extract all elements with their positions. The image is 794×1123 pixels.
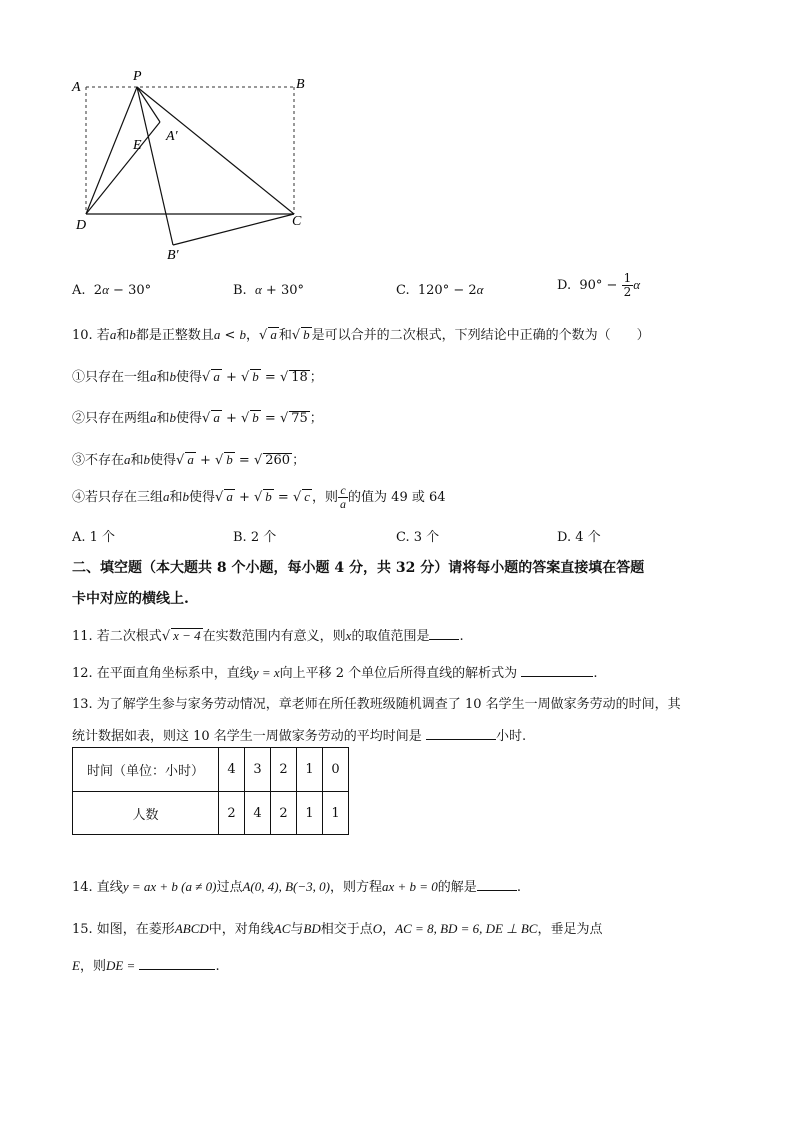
q11: 11. 若二次根式√ x − 4 在实数范围内有意义，则x的取值范围是 . [72,628,464,644]
label-B-prime: B′ [167,248,179,263]
label-B: B [296,77,305,92]
table-cell: 3 [245,748,271,792]
q15-line1: 15. 如图，在菱形ABCD中，对角线AC与BD相交于点O，AC = 8, BD = 6, DE ⊥ BC，垂足为点 [72,921,603,937]
geometry-figure [60,60,340,270]
q13-line2: 统计数据如表，则这 10 名学生一周做家务劳动的平均时间是 小时. [72,729,527,744]
q14-answer-blank[interactable] [477,878,517,891]
q10-option-b: B. 2 个 [233,530,277,545]
label-P: P [133,69,142,84]
q10-statement-4: ④若只存在三组a和b使得√ a + √ b = √ c ，则 $\frac{c}{a}$ 的值为 49 或 64 [72,483,446,511]
q10-option-a: A. 1 个 [72,530,116,545]
table-cell: 4 [245,792,271,835]
q9-option-c: C. 120° − 2α [396,282,484,298]
q10-option-d: D. 4 个 [557,530,601,545]
table-row-label: 人数 [73,792,219,835]
solid-lines [86,87,294,245]
dashed-rectangle [86,87,294,214]
q9-option-b: B. α + 30° [233,282,304,298]
table-cell: 1 [297,792,323,835]
table-row [73,748,349,792]
section-2-heading-line2: 卡中对应的横线上. [72,591,189,607]
q10-statement-1: ①只存在一组a和b使得√ a + √ b = √ 18 ； [72,369,323,385]
table-row [73,792,349,835]
q11-answer-blank[interactable] [429,627,459,640]
q14: 14. 直线y = ax + b (a ≠ 0)过点A(0, 4), B(−3, 0)，则方程ax + b = 0的解是 . [72,879,521,895]
table-cell: 2 [271,748,297,792]
label-A-prime: A′ [166,129,178,144]
table-cell: 2 [219,792,245,835]
q10-option-c: C. 3 个 [396,530,440,545]
hours-table [72,747,349,835]
section-2-heading-line1: 二、填空题（本大题共 8 个小题，每小题 4 分，共 32 分）请将每小题的答案直接填在答题 [72,560,645,576]
table-cell: 1 [323,792,349,835]
table-header-label: 时间（单位：小时） [73,748,219,792]
label-D: D [76,218,87,233]
table-cell: 2 [271,792,297,835]
q12: 12. 在平面直角坐标系中，直线y = x向上平移 2 个单位后所得直线的解析式为 . [72,665,598,681]
label-A: A [72,80,81,95]
q9-option-d: D. 90° − $\frac{1}{2}$ α [557,271,641,299]
table-cell: 1 [297,748,323,792]
q13-answer-blank[interactable] [426,727,496,740]
q12-answer-blank[interactable] [521,664,593,677]
q10-statement-3: ③不存在a和b使得√ a + √ b = √ 260 ； [72,452,306,468]
q13-line1: 13. 为了解学生参与家务劳动情况，章老师在所任教班级随机调查了 10 名学生一周做家务劳动的时间，其 [72,697,681,712]
label-E: E [133,138,142,153]
q10-statement-2: ②只存在两组a和b使得√ a + √ b = √ 75 ； [72,410,323,426]
table-cell: 0 [323,748,349,792]
q15-line2: E，则DE = . [72,958,220,974]
q15-answer-blank[interactable] [139,957,215,970]
table-cell: 4 [219,748,245,792]
q9-option-a: A. 2α − 30° [72,282,152,298]
q10-stem: 10. 若a和b都是正整数且a < b，√ a 和√ b 是可以合并的二次根式，下列结论中正确的个数为（ ） [72,327,650,343]
label-C: C [292,214,302,229]
